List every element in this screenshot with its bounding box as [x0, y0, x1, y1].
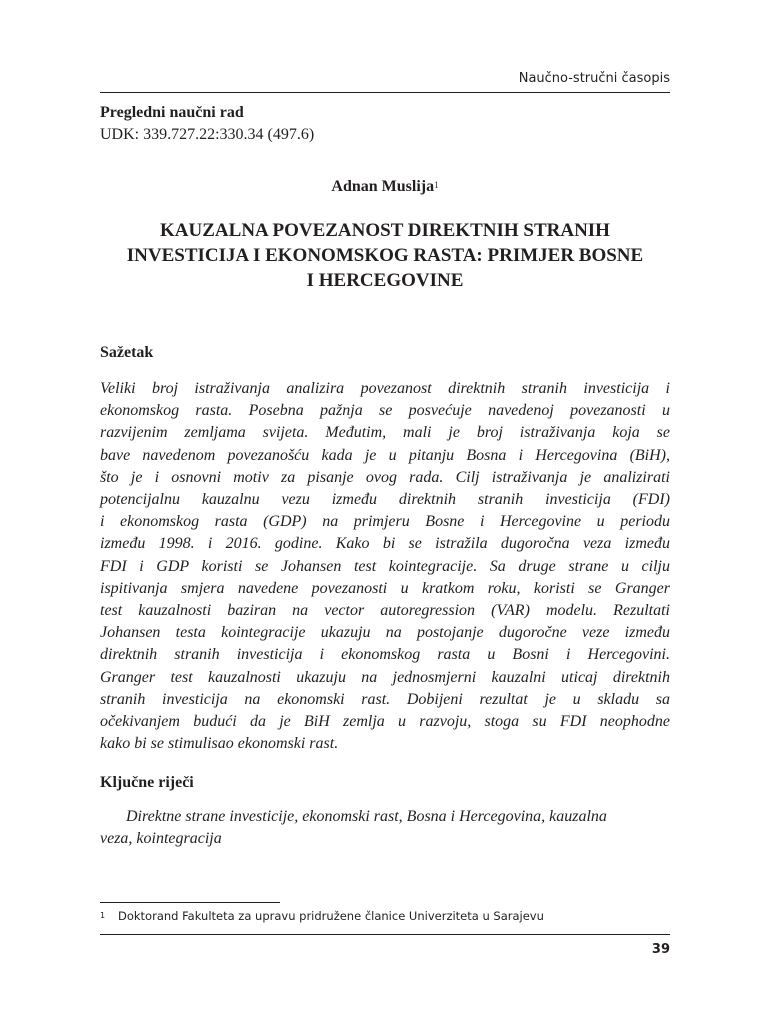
abstract-line: očekivanjem budući da je BiH zemlja u razvoju, stoga su FDI neophodne	[100, 713, 670, 731]
paper-type: Pregledni naučni rad	[100, 104, 244, 121]
keywords-heading: Ključne riječi	[100, 774, 194, 791]
footnote-text: Doktorand Fakulteta za upravu pridružene članice Univerziteta u Sarajevu	[118, 909, 544, 923]
udk-code: UDK: 339.727.22:330.34 (497.6)	[100, 126, 315, 143]
abstract-line: test kauzalnosti baziran na vector autoregression (VAR) modelu. Rezultati	[100, 602, 670, 620]
running-head-journal-name: Naučno-stručni časopis	[518, 71, 670, 86]
author-name: Adnan Muslija	[331, 178, 435, 195]
abstract-line: Veliki broj istraživanja analizira povezanost direktnih stranih investicija i	[100, 380, 670, 397]
abstract-line: bave navedenom povezanošću kada je u pitanju Bosna i Hercegovina (BiH),	[100, 446, 670, 464]
abstract-line: između 1998. i 2016. godine. Kako bi se istražila dugoročna veza između	[100, 535, 670, 553]
title-line: KAUZALNA POVEZANOST DIREKTNIH STRANIH	[160, 220, 610, 241]
footnote-mark: 1	[100, 911, 106, 920]
abstract-line: direktnih stranih investicija i ekonomskog rasta u Bosni i Hercegovini.	[100, 646, 670, 664]
header-rule	[100, 92, 670, 93]
author-footnote-mark: 1	[434, 180, 439, 190]
abstract-line: Johansen testa kointegracije ukazuju na postojanje dugoročne veze između	[100, 624, 670, 642]
keywords-body	[100, 806, 670, 850]
abstract-line: potencijalnu kauzalnu vezu između direktnih stranih investicija (FDI)	[100, 491, 670, 509]
footnote	[100, 908, 670, 924]
keywords-line: Direktne strane investicije, ekonomski rast, Bosna i Hercegovina, kauzalna	[126, 808, 607, 825]
abstract-line: ekonomskog rasta. Posebna pažnja se posvećuje navedenoj povezanosti u	[100, 402, 670, 420]
abstract-line: i ekonomskog rasta (GDP) na primjeru Bosne i Hercegovine u periodu	[100, 513, 670, 531]
footer-rule	[100, 934, 670, 935]
abstract-body	[100, 378, 670, 755]
abstract-line: kako bi se stimulisao ekonomski rast.	[100, 735, 339, 753]
title-line: INVESTICIJA I EKONOMSKOG RASTA: PRIMJER BOSNE	[126, 245, 644, 266]
abstract-line: razvijenim zemljama svijeta. Međutim, mali je broj istraživanja koja se	[100, 424, 670, 442]
abstract-line: ispitivanja smjera navedene povezanosti u kratkom roku, koristi se Granger	[100, 579, 670, 597]
abstract-line: što je i osnovni motiv za pisanje ovog rada. Cilj istraživanja je analizirati	[100, 468, 670, 486]
page-number: 39	[651, 942, 670, 957]
title-line: I HERCEGOVINE	[306, 270, 464, 291]
abstract-line: FDI i GDP koristi se Johansen test kointegracije. Sa druge strane u cilju	[100, 557, 670, 575]
paper-title	[100, 218, 670, 293]
abstract-line: stranih investicija na ekonomski rast. Dobijeni rezultat je u skladu sa	[100, 690, 670, 708]
author-line	[100, 177, 670, 197]
abstract-heading: Sažetak	[100, 344, 154, 361]
keywords-line: veza, kointegracija	[100, 830, 222, 847]
abstract-line: Granger test kauzalnosti ukazuju na jednosmjerni kauzalni uticaj direktnih	[100, 668, 670, 686]
footnote-separator	[100, 902, 280, 903]
